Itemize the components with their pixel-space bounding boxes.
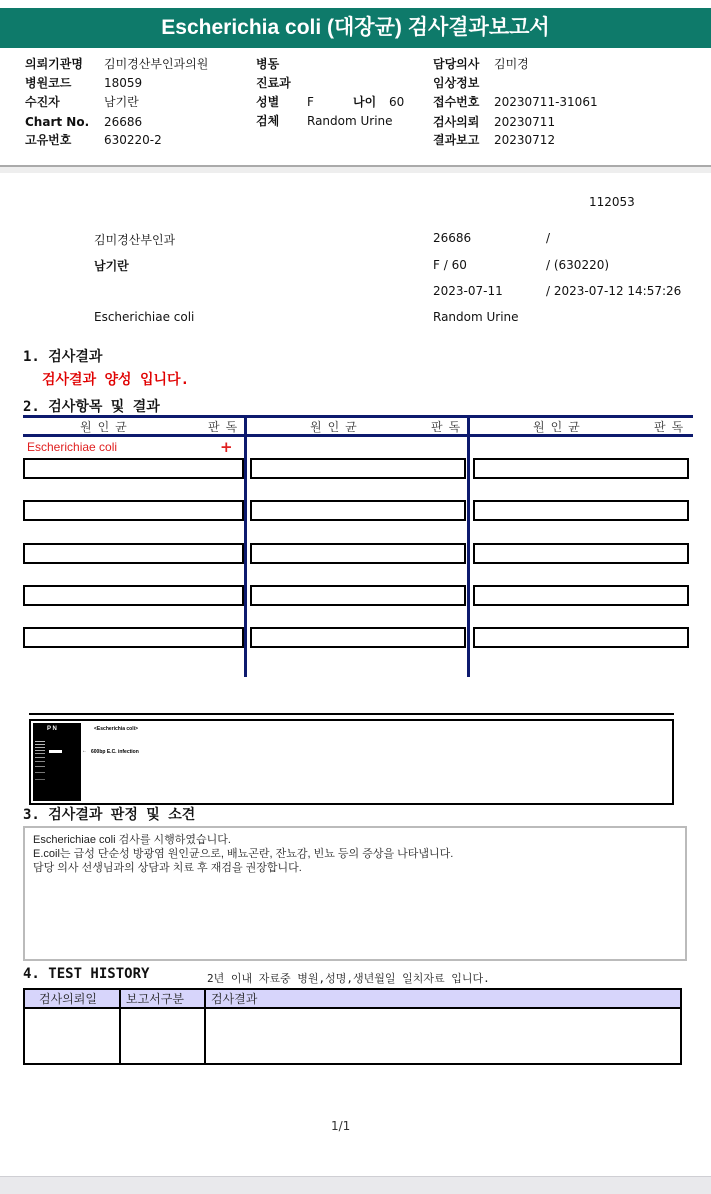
result-cell-box [23,500,244,521]
report-title: Escherichia coli (대장균) 검사결과보고서 [0,8,711,48]
value-chart-no: 26686 [104,115,143,129]
report-test: Escherichiae coli [94,310,195,324]
label-report-date: 결과보고 [433,133,480,147]
report-chart-slash: / [546,231,551,245]
label-age: 나이 [353,95,377,109]
result-cell-box [23,627,244,648]
value-hospital-code: 18059 [104,76,143,90]
result-cell-box [23,585,244,606]
label-specimen: 검체 [256,114,280,128]
result-cell-box [473,500,689,521]
report-reported: / 2023-07-12 14:57:26 [546,284,682,298]
gel-electrophoresis-image [33,723,81,801]
result-cell-box [473,543,689,564]
result-cell-box [473,585,689,606]
col-header-pathogen: 원인균 [80,420,133,434]
positive-result-text: 검사결과 양성 입니다. [42,372,190,388]
result-cell-box [23,458,244,479]
history-table [23,988,682,1065]
gel-organism-label: <Escherichia coli> [94,726,138,732]
section2-title: 2. 검사항목 및 결과 [23,399,160,415]
label-sex: 성별 [256,95,280,109]
history-column-divider [204,990,206,1063]
result-cell-box [250,585,466,606]
gel-band-arrow-icon: ← [82,748,87,754]
label-unique-no: 고유번호 [25,133,72,147]
section1-title: 1. 검사결과 [23,349,103,365]
value-sex: F [307,95,314,109]
result-cell-box [473,458,689,479]
col-header-pathogen: 원인균 [310,420,363,434]
value-report-date: 20230712 [494,133,556,147]
label-institution: 의뢰기관명 [25,57,83,71]
col-header-pathogen: 원인균 [533,420,586,434]
organism-result: + [220,438,233,456]
label-request-date: 검사의뢰 [433,115,480,129]
label-clinical-info: 임상정보 [433,76,480,90]
gel-band-label: 600bp E.C. infection [91,749,139,755]
opinion-line: E.coil는 급성 단순성 방광염 원인균으로, 배뇨곤란, 잔뇨감, 빈뇨 등의 증상을 나타냅니다. [33,848,454,860]
gel-lane-labels: P N [47,726,57,732]
result-cell-box [250,458,466,479]
report-patient: 남기란 [94,259,129,273]
result-cell-box [23,543,244,564]
report-specimen: Random Urine [433,310,519,324]
history-col-report-type: 보고서구분 [126,992,184,1006]
result-cell-box [250,543,466,564]
window-bottom-strip [0,1176,711,1194]
history-column-divider [119,990,121,1063]
value-unique-no: 630220-2 [104,133,162,147]
label-patient: 수진자 [25,95,60,109]
label-doctor: 담당의사 [433,57,480,71]
results-column-divider [467,415,470,677]
report-chart-no: 26686 [433,231,472,245]
result-cell-box [250,500,466,521]
value-specimen: Random Urine [307,114,393,128]
opinion-line: 담당 의사 선생님과의 상담과 치료 후 재검을 권장합니다. [33,862,302,874]
opinion-line: Escherichiae coli 검사를 시행하였습니다. [33,834,231,846]
report-id-part: / (630220) [546,258,610,272]
label-department: 진료과 [256,76,291,90]
report-code: 112053 [589,195,635,209]
col-header-judgement: 판독 [208,420,244,434]
report-received: 2023-07-11 [433,284,503,298]
section3-title: 3. 검사결과 판정 및 소견 [23,807,196,823]
history-note: 2년 이내 자료중 병원,성명,생년월일 일치자료 입니다. [207,972,490,985]
report-hospital: 김미경산부인과 [94,233,176,247]
result-cell-box [473,627,689,648]
value-request-date: 20230711 [494,115,556,129]
value-institution: 김미경산부인과의원 [104,57,209,71]
organism-name: Escherichiae coli [27,440,118,454]
value-receipt-no: 20230711-31061 [494,95,598,109]
value-doctor: 김미경 [494,57,529,71]
history-col-result: 검사결과 [211,992,258,1006]
label-receipt-no: 접수번호 [433,95,480,109]
gel-top-line [29,713,674,715]
label-ward: 병동 [256,57,280,71]
history-table-header [25,990,680,1009]
col-header-judgement: 판독 [654,420,690,434]
results-column-divider [244,415,247,677]
label-hospital-code: 병원코드 [25,76,72,90]
opinion-box [23,826,687,961]
page-separator [0,167,711,173]
report-sex-age: F / 60 [433,258,467,272]
result-cell-box [250,627,466,648]
history-col-request-date: 검사의뢰일 [39,992,97,1006]
value-patient: 남기란 [104,95,139,109]
page-number: 1/1 [331,1119,351,1133]
section4-title: 4. TEST HISTORY [23,966,150,982]
col-header-judgement: 판독 [431,420,467,434]
label-chart-no: Chart No. [25,115,90,129]
value-age: 60 [389,95,405,109]
